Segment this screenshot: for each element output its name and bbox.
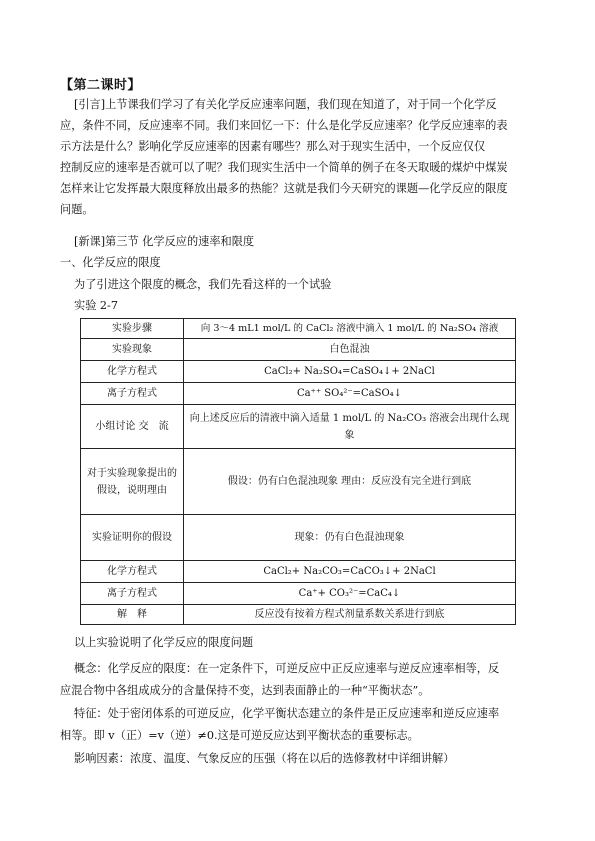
section-title: 一、化学反应的限度 (60, 256, 161, 269)
row-value: 向上述反应后的清液中滴入适量 1 mol/L 的 Na₂CO₃ 溶液会出现什么现象 (184, 405, 516, 449)
table-row (81, 583, 516, 605)
experiment-table (80, 318, 516, 625)
table-row (81, 605, 516, 625)
factors-text: 影响因素：浓度、温度、气象反应的压强（将在以后的选修教材中详细讲解） (74, 752, 455, 765)
row-value: CaCl₂+ Na₂SO₄=CaSO₄↓+ 2NaCl (184, 361, 516, 383)
table-row (81, 339, 516, 361)
row-label: 离子方程式 (81, 583, 184, 605)
conclusion-text: 以上实验说明了化学反应的限度问题 (74, 636, 254, 649)
feature-line-2: 相等。即 v（正）=v（逆）≠0.这是可逆反应达到平衡状态的重要标志。 (60, 729, 419, 742)
table-row (81, 449, 516, 515)
row-label: 实验步骤 (81, 319, 184, 339)
intro-line-4: 控制反应的速率是否就可以了呢？我们现实生活中一个简单的例子在冬天取暖的煤炉中煤炭 (60, 161, 508, 174)
row-value: Ca⁺⁺ SO₄²⁻=CaSO₄↓ (184, 383, 516, 405)
concept-line-2: 应混合物中各组成成分的含量保持不变，达到表面静止的一种“平衡状态”。 (60, 684, 430, 697)
table-row (81, 405, 516, 449)
lead-text: 为了引进这个限度的概念，我们先看这样的一个试验 (74, 278, 332, 291)
table-row (81, 319, 516, 339)
intro-line-3: 示方法是什么？影响化学反应速率的因素有哪些？那么对于现实生活中，一个反应仅仅 (60, 140, 486, 153)
row-label: 化学方程式 (81, 361, 184, 383)
row-label: 小组讨论 交 流 (81, 405, 184, 449)
lesson-heading: 【第二课时】 (60, 78, 142, 93)
intro-line-2: 应，条件不同，反应速率不同。我们来回忆一下：什么是化学反应速率？化学反应速率的表 (60, 119, 508, 132)
row-label: 实验现象 (81, 339, 184, 361)
row-value: 白色混浊 (184, 339, 516, 361)
table-row (81, 361, 516, 383)
row-value: 向 3～4 mL1 mol/L 的 CaCl₂ 溶液中滴入 1 mol/L 的 Na₂SO₄ 溶液 (184, 319, 516, 339)
row-value: 假设：仍有白色混浊现象 理由：反应没有完全进行到底 (184, 449, 516, 515)
intro-line-1: [引言]上节课我们学习了有关化学反应速率问题，我们现在知道了，对于同一个化学反 (74, 98, 497, 111)
table-row (81, 383, 516, 405)
table-row (81, 515, 516, 561)
row-value: 反应没有按着方程式剂量系数关系进行到底 (184, 605, 516, 625)
table-row (81, 561, 516, 583)
row-value: Ca⁺+ CO₃²⁻=CaC₄↓ (184, 583, 516, 605)
row-label: 解 释 (81, 605, 184, 625)
intro-line-6: 问题。 (60, 203, 94, 216)
feature-line-1: 特征：处于密闭体系的可逆反应，化学平衡状态建立的条件是正反应速率和逆反应速率 (74, 707, 500, 720)
row-value: 现象：仍有白色混浊现象 (184, 515, 516, 561)
intro-line-5: 怎样来让它发挥最大限度释放出最多的热能？这就是我们今天研究的课题—化学反应的限度 (60, 182, 508, 195)
row-label: 离子方程式 (81, 383, 184, 405)
row-value: CaCl₂+ Na₂CO₃=CaCO₃↓+ 2NaCl (184, 561, 516, 583)
row-label: 对于实验现象提出的假设，说明理由 (81, 449, 184, 515)
concept-line-1: 概念：化学反应的限度：在一定条件下，可逆反应中正反应速率与逆反应速率相等，反 (74, 662, 500, 675)
experiment-title: 实验 2-7 (74, 299, 118, 312)
new-lesson-title: [新课]第三节 化学反应的速率和限度 (74, 235, 255, 248)
row-label: 化学方程式 (81, 561, 184, 583)
row-label: 实验证明你的假设 (81, 515, 184, 561)
